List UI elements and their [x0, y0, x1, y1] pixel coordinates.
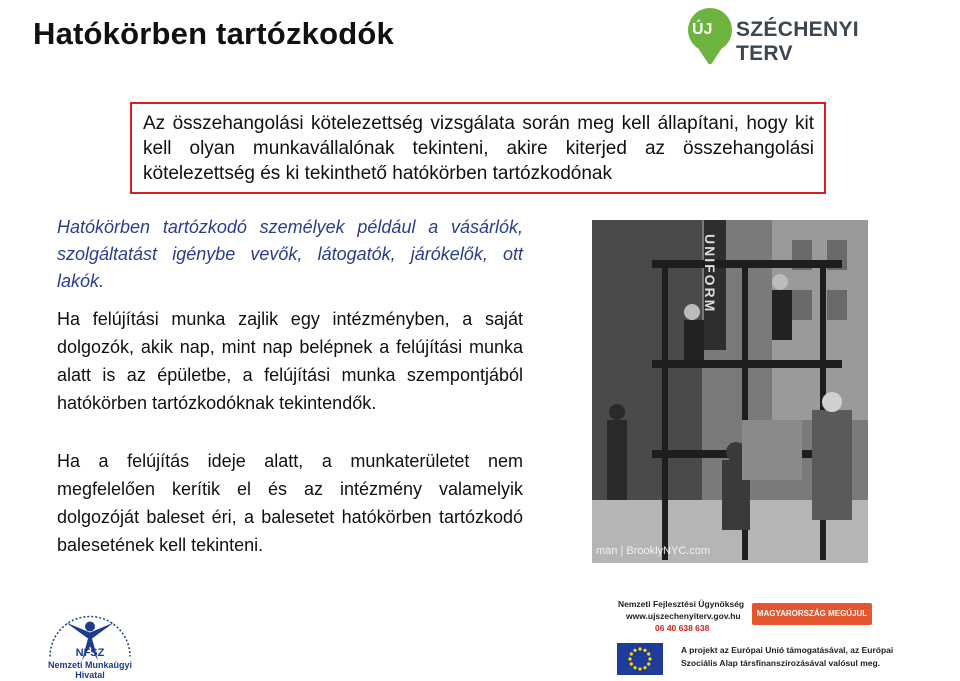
- logo-text: SZÉCHENYI TERV: [736, 18, 859, 65]
- slide-title: Hatókörben tartózkodók: [33, 16, 394, 51]
- szechenyi-terv-logo: [684, 4, 904, 64]
- eu-funding-text-1: A projekt az Európai Unió támogatásával, az Európai: [681, 645, 894, 655]
- photo-credit: man | BrooklyNYC.com: [596, 545, 711, 557]
- person-icon: [85, 622, 95, 632]
- example-text: Hatókörben tartózkodó személyek például a vásárlók, szolgáltatást igénybe vevők, látogatók, járókelők, ott lakók.: [57, 217, 523, 291]
- callout-box: [130, 102, 826, 194]
- renewal-badge: MAGYARORSZÁG MEGÚJUL: [752, 603, 872, 625]
- agency-name: Nemzeti Fejlesztési Ügynökség: [618, 599, 745, 609]
- eu-funding-block: [615, 599, 915, 679]
- callout-text: Az összehangolási kötelezettség vizsgálata során meg kell állapítani, hogy kit kell olyan munkavállalónak tekinteni, akire kiterjed az összehangolási kötelezettség és ki tekinthető hatókörben tartózkodónak: [143, 113, 814, 184]
- nfsz-name: Nemzeti Munkaügyi Hivatal: [47, 660, 132, 680]
- logo-badge: ÚJ: [692, 21, 713, 38]
- eu-flag-icon: [617, 643, 663, 675]
- nfsz-abbreviation: NFSZ: [75, 647, 105, 659]
- agency-url: www.ujszechenyiterv.gov.hu: [626, 611, 741, 621]
- paragraph-accident: Ha a felújítás ideje alatt, a munkaterületet nem megfelelően kerítik el és az intézmény valamelyik dolgozóját baleset éri, a balesetet hatókörben tartózkodó balesetének kell tekinteni.: [57, 451, 523, 555]
- photo-sign-text: UNIFORM: [702, 234, 718, 314]
- agency-phone: 06 40 638 638: [655, 623, 710, 633]
- eu-funding-text-2: Szociális Alap társfinanszírozásával valósul meg.: [681, 658, 881, 668]
- paragraph-renovation: Ha felújítási munka zajlik egy intézményben, a saját dolgozók, akik nap, mint nap belépnek a felújítási munka alatt is az épületbe, a felújítási munka szempontjából hatókörben tartózkodóknak tekintendők.: [57, 309, 523, 413]
- scaffolding-photo: [592, 220, 868, 563]
